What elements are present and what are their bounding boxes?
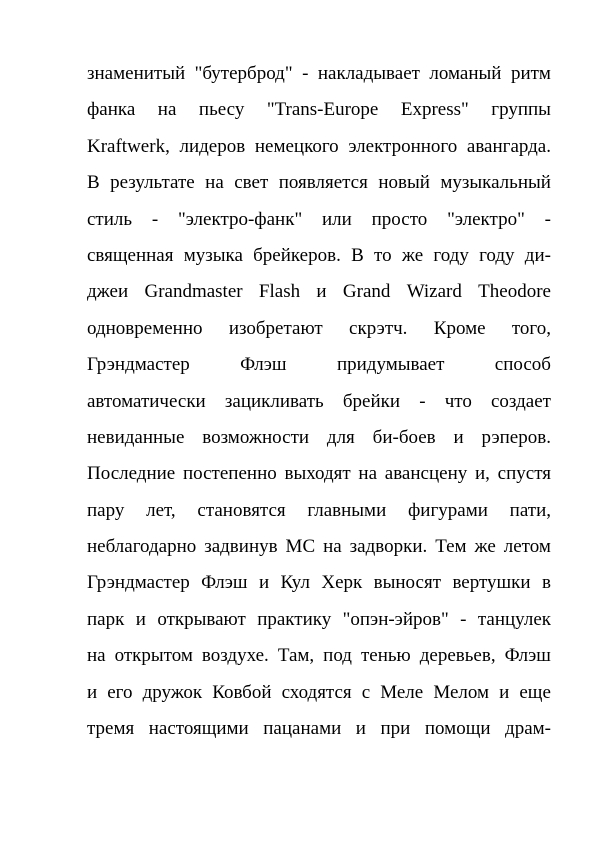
text-line [87, 493, 551, 529]
word: новый [378, 172, 430, 194]
word: придумывает [336, 354, 445, 376]
word: "Trans-Europe [266, 99, 379, 121]
word: знаменитый [87, 63, 186, 84]
word: в [541, 572, 551, 594]
word: автоматически [87, 390, 206, 412]
word: задвинув [204, 536, 278, 558]
word: просто [371, 208, 428, 230]
word: - [419, 390, 426, 412]
word: и [135, 608, 146, 630]
word: и [499, 681, 510, 703]
word: свет [234, 172, 269, 194]
word: невиданные [87, 426, 185, 448]
text-line [87, 92, 551, 128]
word: Кроме [433, 317, 486, 339]
word: Grandmaster [144, 281, 243, 303]
word: тенью [360, 645, 411, 667]
word: электронного [348, 135, 458, 157]
word: брейки [342, 390, 401, 412]
word: помощи [424, 718, 491, 740]
word: авангарда. [466, 135, 551, 157]
text-line [87, 238, 551, 274]
word: Grand [342, 281, 391, 303]
text-line [87, 602, 551, 638]
word: выносят [373, 572, 442, 594]
word: воздухе. [201, 645, 269, 667]
word: и [258, 572, 270, 594]
word: музыкальный [440, 172, 551, 194]
word: практику [257, 608, 332, 630]
word: спустя [497, 463, 551, 485]
word: еще [519, 681, 551, 703]
word: же [474, 536, 496, 558]
word: пьесу [198, 99, 245, 121]
text-line [87, 347, 551, 383]
word: фигурами [408, 499, 488, 521]
text-line [87, 384, 551, 420]
word: его [107, 681, 133, 703]
word: накладывает [317, 63, 420, 84]
word: на [205, 172, 224, 194]
word: МС [285, 536, 316, 558]
word: Грэндмастер [87, 572, 190, 594]
word: дружок [142, 681, 203, 703]
word: летом [503, 536, 551, 558]
word: и [316, 281, 327, 303]
word: и [87, 681, 98, 703]
word: пару [87, 499, 125, 521]
word: джеи [87, 281, 129, 303]
word: постепенно [182, 463, 277, 485]
text-line [87, 56, 551, 92]
word: настоящими [148, 718, 249, 740]
word: "электро" [447, 208, 525, 230]
text-line [87, 711, 551, 747]
word: Там, [277, 645, 315, 667]
word: "электро-фанк" [177, 208, 303, 230]
word: лет, [146, 499, 176, 521]
word: открывают [157, 608, 246, 630]
word: рэперов. [481, 426, 551, 448]
word: же [401, 244, 424, 266]
word: для [326, 426, 355, 448]
word: В [351, 244, 364, 266]
text-line [87, 202, 551, 238]
word: способ [494, 354, 551, 376]
word: тремя [87, 718, 135, 740]
text-line [87, 456, 551, 492]
word: и, [475, 463, 490, 485]
word: би-боев [372, 426, 436, 448]
word: драм- [505, 718, 551, 740]
word: на [323, 536, 342, 558]
word: Kraftwerk, [87, 135, 170, 157]
text-line [87, 311, 551, 347]
word: вертушки [452, 572, 531, 594]
word: становятся [197, 499, 286, 521]
word: году [433, 244, 469, 266]
word: того, [511, 317, 551, 339]
word: Flash [258, 281, 301, 303]
word: Последние [87, 463, 176, 485]
word: результате [110, 172, 195, 194]
word: главными [307, 499, 387, 521]
word: В [87, 172, 100, 194]
word: возможности [202, 426, 310, 448]
word: - [151, 208, 159, 230]
word: Кул [280, 572, 310, 594]
word: на [358, 463, 378, 485]
word: что [444, 390, 472, 412]
word: Флэш [240, 354, 287, 376]
word: задворки. [349, 536, 428, 558]
text-line [87, 565, 551, 601]
word: сходятся [281, 681, 352, 703]
word: выходят [284, 463, 351, 485]
text-line [87, 129, 551, 165]
word: Wizard [406, 281, 462, 303]
word: создает [491, 390, 551, 412]
word: Флэш [201, 572, 248, 594]
word: зацикливать [224, 390, 324, 412]
word: танцулек [477, 608, 551, 630]
word: музыка [183, 244, 243, 266]
word: скрэтч. [349, 317, 408, 339]
word: - [544, 208, 551, 230]
word: появляется [278, 172, 368, 194]
word: авансцену [384, 463, 468, 485]
word: и [453, 426, 464, 448]
word: Ковбой [212, 681, 272, 703]
body-text [87, 56, 551, 747]
text-line [87, 675, 551, 711]
word: изобретают [228, 317, 323, 339]
word: Меле [380, 681, 424, 703]
word: "опэн-эйров" [342, 608, 449, 630]
word: - [460, 608, 467, 630]
word: лидеров [179, 135, 246, 157]
word: одновременно [87, 317, 203, 339]
word: немецкого [254, 135, 339, 157]
word: и [355, 718, 366, 740]
word: ритм [510, 63, 551, 84]
word: при [380, 718, 411, 740]
word: то [374, 244, 392, 266]
word: брейкеров. [253, 244, 341, 266]
word: Тем [435, 536, 467, 558]
text-line [87, 529, 551, 565]
word: ломаный [429, 63, 502, 84]
word: "бутерброд" [194, 63, 293, 84]
word: на [157, 99, 177, 121]
word: Грэндмастер [87, 354, 190, 376]
word: фанка [87, 99, 136, 121]
word: или [322, 208, 352, 230]
text-line [87, 420, 551, 456]
word: году [479, 244, 515, 266]
word: ди- [524, 244, 551, 266]
word: с [361, 681, 371, 703]
word: Мелом [433, 681, 490, 703]
word: - [302, 63, 309, 84]
text-line [87, 165, 551, 201]
word: открытом [114, 645, 193, 667]
word: Херк [321, 572, 363, 594]
word: на [87, 645, 106, 667]
word: группы [491, 99, 551, 121]
word: священная [87, 244, 174, 266]
word: неблагодарно [87, 536, 197, 558]
text-line [87, 274, 551, 310]
word: деревьев, [419, 645, 496, 667]
text-line [87, 638, 551, 674]
word: Theodore [478, 281, 551, 303]
word: пати, [509, 499, 551, 521]
word: парк [87, 608, 125, 630]
word: под [323, 645, 352, 667]
word: Флэш [504, 645, 551, 667]
word: стиль [87, 208, 133, 230]
word: пацанами [263, 718, 342, 740]
word: Express" [400, 99, 469, 121]
